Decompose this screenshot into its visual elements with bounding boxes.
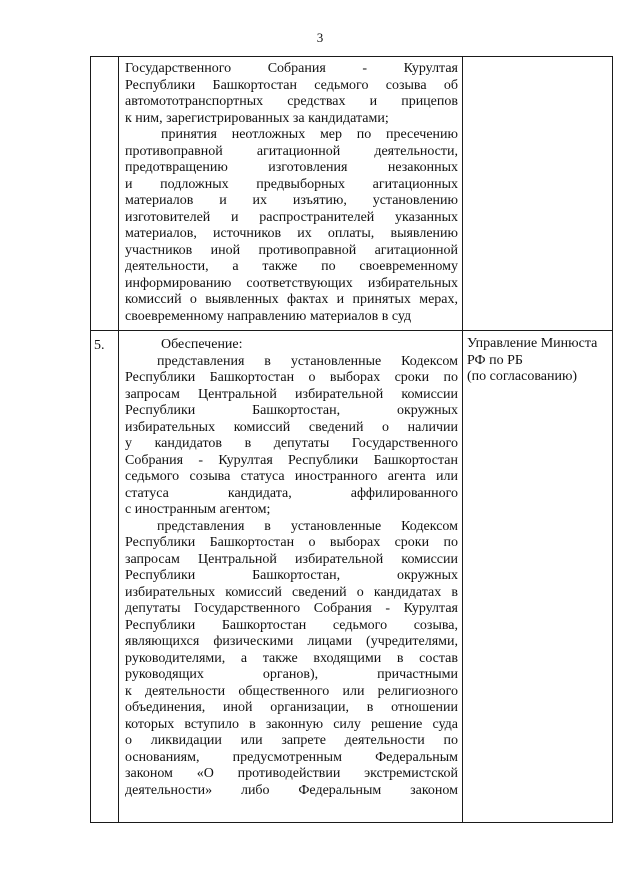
text-line: противоправной агитационной деятельности, — [125, 143, 458, 159]
responsible-text — [463, 57, 612, 62]
text-line: представления в установленные Кодексом — [157, 518, 458, 534]
text-line: являющихся физическими лицами (учредителями, — [125, 634, 458, 649]
row-number: 5. — [94, 338, 105, 353]
text-line: Республики Башкортостан, окружных — [125, 568, 458, 583]
text-line: к деятельности общественного или религиозного — [125, 683, 458, 699]
responsible-cell — [463, 57, 613, 331]
text-line: деятельности» либо Федеральным законом — [125, 782, 458, 798]
text-line: статуса кандидата, аффилированного — [125, 485, 458, 501]
responsible-line: (по согласованию) — [467, 369, 578, 384]
text-line: седьмого созыва статуса иностранного агента или — [125, 469, 458, 484]
table-row — [91, 331, 613, 823]
text-line: и подложных предвыборных агитационных — [125, 176, 458, 192]
text-line: руководителями, а также входящими в состав — [125, 650, 458, 666]
responsible-line: Управление Минюста — [467, 336, 598, 351]
measure-text-cell — [119, 57, 463, 331]
responsible-line: РФ по РБ — [467, 352, 523, 368]
text-line: своевременному направлению материалов в суд — [125, 308, 412, 324]
text-line: Республики Башкортостан седьмого созыва об — [125, 77, 458, 93]
text-line: запросам Центральной избирательной комиссии — [125, 551, 458, 567]
responsible-cell — [463, 331, 613, 823]
text-line: с иностранным агентом; — [125, 502, 271, 517]
text-line: Республики Башкортостан, окружных — [125, 403, 458, 418]
responsible-text — [463, 331, 612, 386]
text-line: избирательных комиссий сведений о наличии — [125, 419, 458, 435]
row-number-cell — [91, 57, 119, 331]
page-number: 3 — [316, 30, 324, 45]
text-line: деятельности, а также по своевременному — [125, 259, 458, 274]
text-line: принятия неотложных мер по пресечению — [161, 127, 458, 142]
text-line: автомототранспортных средствах и прицепов — [125, 94, 458, 109]
measure-text — [119, 57, 462, 327]
table-row — [91, 57, 613, 331]
text-line: к ним, зарегистрированных за кандидатами; — [125, 110, 389, 126]
text-line: у кандидатов в депутаты Государственного — [125, 436, 458, 451]
text-line: Республики Башкортостан о выборах сроки по — [125, 370, 458, 385]
text-line: руководящих органов), причастными — [125, 667, 458, 682]
text-line: материалов, источников их оплаты, выявлению — [125, 226, 458, 241]
row-number-cell — [91, 331, 119, 823]
text-line: о ликвидации или запрете деятельности по — [125, 733, 458, 748]
measure-text — [119, 331, 462, 801]
row-number — [91, 57, 118, 64]
text-line: Государственного Собрания - Курултая — [125, 61, 458, 76]
text-line: комиссий о выявленных фактах и принятых мерах, — [125, 292, 458, 307]
measure-text-cell — [119, 331, 463, 823]
text-line: законом «О противодействии экстремистской — [125, 766, 458, 781]
text-line: Республики Башкортостан о выборах сроки по — [125, 535, 458, 550]
text-line: Республики Башкортостан седьмого созыва, — [125, 617, 458, 633]
measures-table — [90, 56, 613, 823]
text-line: Обеспечение: — [161, 337, 243, 352]
text-line: запросам Центральной избирательной комиссии — [125, 386, 458, 402]
text-line: материалов и их изъятию, установлению — [125, 193, 458, 208]
text-line: Собрания - Курултая Республики Башкортостан — [125, 452, 458, 468]
text-line: участников иной противоправной агитационной — [125, 242, 458, 258]
text-line: которых вступило в законную силу решение суда — [125, 716, 458, 732]
text-line: основаниям, предусмотренным Федеральным — [125, 749, 458, 765]
text-line: изготовителей и распространителей указанных — [125, 209, 458, 225]
text-line: избирательных комиссий сведений о кандидатах в — [125, 584, 458, 600]
text-line: депутаты Государственного Собрания - Курултая — [125, 601, 458, 616]
text-line: информированию соответствующих избирательных — [125, 275, 458, 291]
text-line: предотвращению изготовления незаконных — [125, 160, 458, 175]
text-line: представления в установленные Кодексом — [157, 353, 458, 369]
text-line: объединения, иной организации, в отношении — [125, 700, 458, 715]
